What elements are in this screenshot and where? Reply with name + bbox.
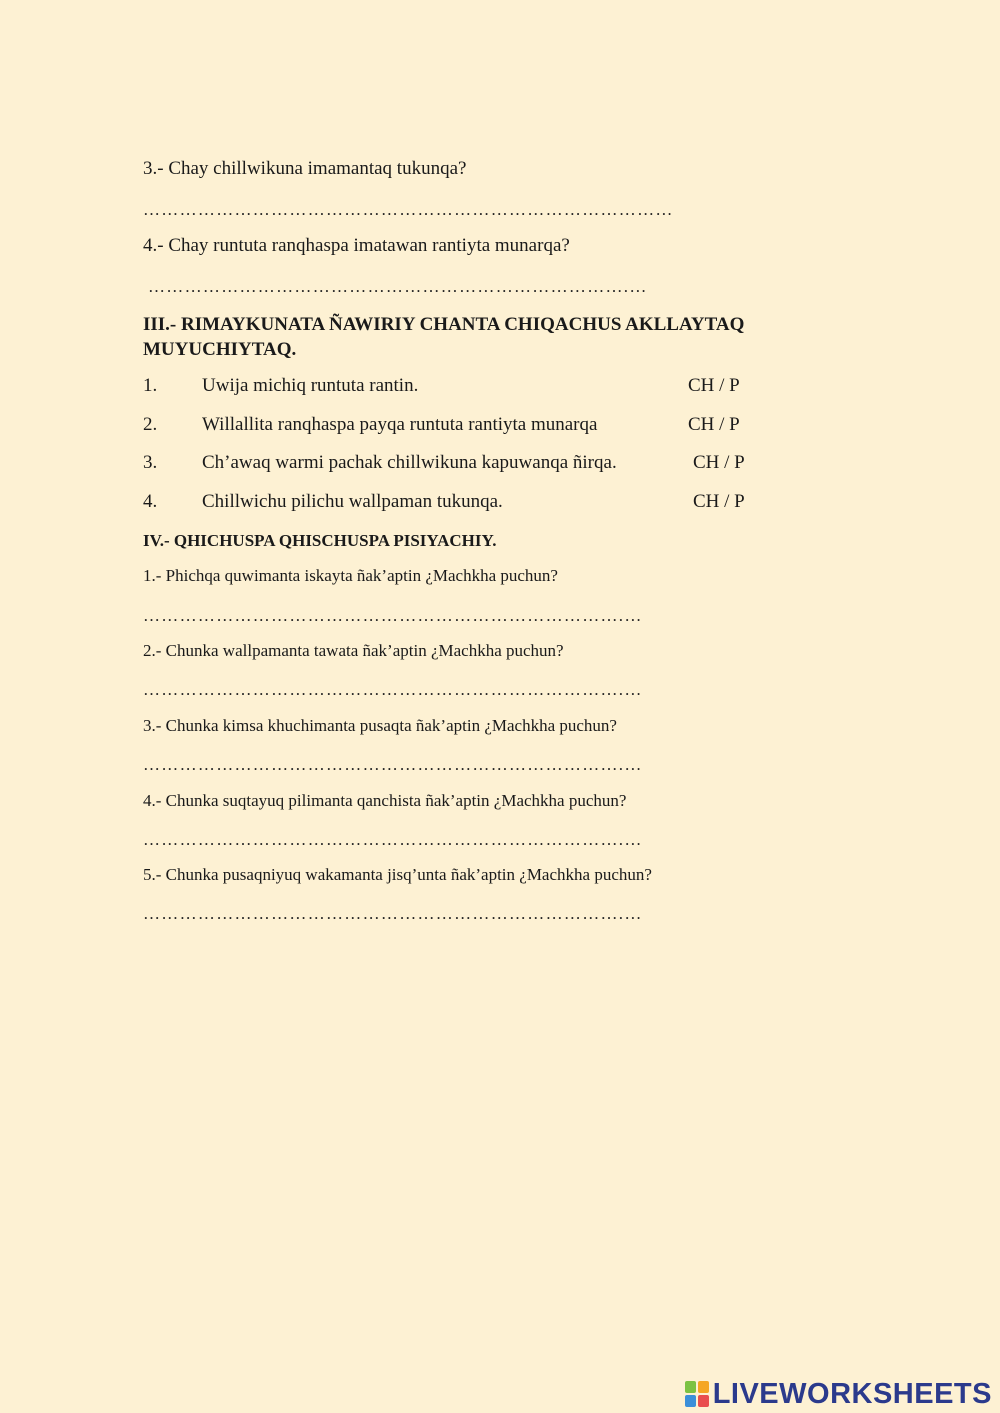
question-4: 4.- Chay runtuta ranqhaspa imatawan rantiyta munarqa? (143, 235, 570, 256)
subtraction-question-3: 3.- Chunka kimsa khuchimanta pusaqta ñak’aptin ¿Machkha puchun? (143, 716, 617, 735)
logo-text: LIVEWORKSHEETS (712, 1377, 992, 1410)
statement-item-2 (143, 414, 763, 438)
statement-item-3 (143, 452, 763, 476)
statement-number: 2. (143, 414, 158, 435)
logo-mark-icon (685, 1381, 709, 1407)
answer-line[interactable]: …………………………………………………………………….… (143, 680, 643, 699)
subtraction-question-5: 5.- Chunka pusaqniyuq wakamanta jisq’unta ñak’aptin ¿Machkha puchun? (143, 865, 652, 884)
answer-line[interactable]: …………………………………………………………………….… (143, 755, 643, 774)
liveworksheets-logo[interactable] (685, 1378, 992, 1410)
statement-item-1 (143, 375, 763, 399)
statement-text: Willallita ranqhaspa payqa runtuta rantiyta munarqa (202, 414, 598, 435)
statement-text: Chillwichu pilichu wallpaman tukunqa. (202, 491, 503, 512)
answer-line[interactable]: …………………………………………………………………….… (143, 830, 643, 849)
answer-line[interactable]: …………………………………………………………………….… (143, 904, 643, 923)
statement-number: 4. (143, 491, 158, 512)
answer-line-3[interactable]: …………………………………………………………………………… (143, 200, 674, 219)
true-false-options[interactable]: CH / P (688, 414, 740, 435)
subtraction-question-4: 4.- Chunka suqtayuq pilimanta qanchista ñak’aptin ¿Machkha puchun? (143, 791, 627, 810)
statement-text: Ch’awaq warmi pachak chillwikuna kapuwanqa ñirqa. (202, 452, 617, 473)
answer-line-4[interactable]: …………………………………………………………………….… (148, 277, 648, 296)
section-3-heading: III.- RIMAYKUNATA ÑAWIRIY CHANTA CHIQACHUS AKLLAYTAQ MUYUCHIYTAQ. (143, 314, 745, 360)
true-false-options[interactable]: CH / P (693, 452, 745, 473)
statement-number: 1. (143, 375, 158, 396)
question-3: 3.- Chay chillwikuna imamantaq tukunqa? (143, 158, 467, 179)
section-4-heading: IV.- QHICHUSPA QHISCHUSPA PISIYACHIY. (143, 531, 497, 550)
statement-item-4 (143, 491, 763, 515)
subtraction-question-1: 1.- Phichqa quwimanta iskayta ñak’aptin ¿Machkha puchun? (143, 566, 558, 585)
true-false-options[interactable]: CH / P (693, 491, 745, 512)
true-false-options[interactable]: CH / P (688, 375, 740, 396)
subtraction-question-2: 2.- Chunka wallpamanta tawata ñak’aptin ¿Machkha puchun? (143, 641, 564, 660)
statement-number: 3. (143, 452, 158, 473)
statement-text: Uwija michiq runtuta rantin. (202, 375, 419, 396)
answer-line[interactable]: …………………………………………………………………….… (143, 606, 643, 625)
